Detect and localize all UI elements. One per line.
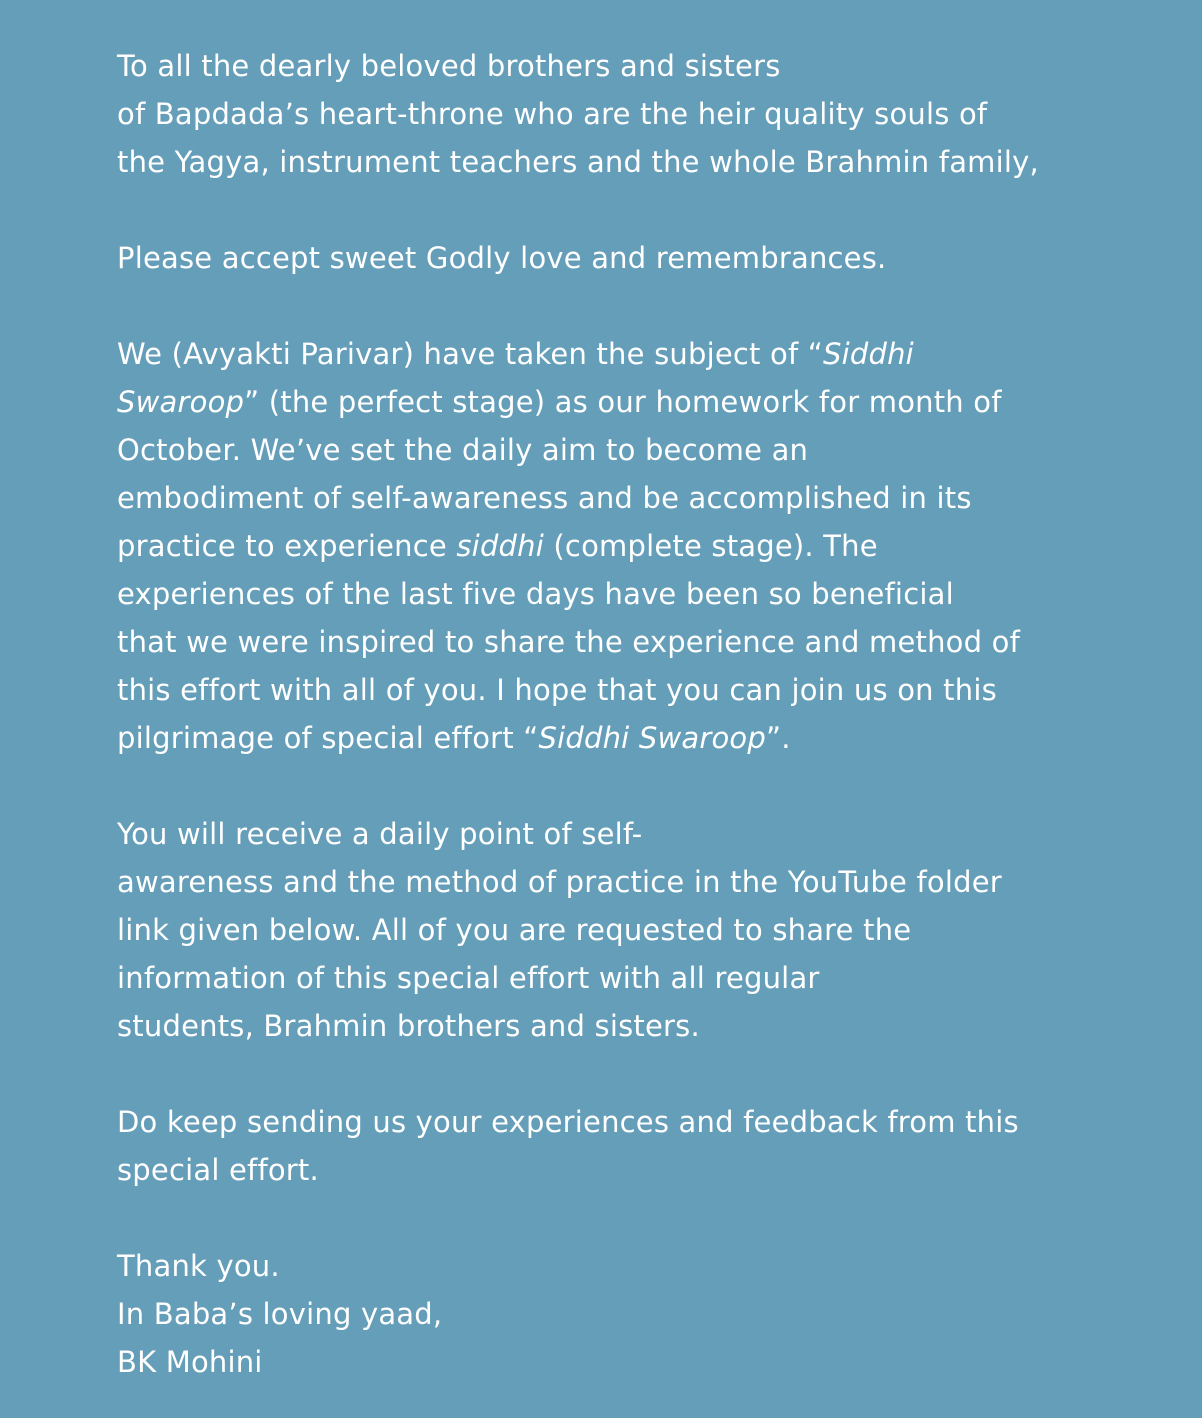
p2-line-2: awareness and the method of practice in the YouTube folder	[117, 865, 1002, 899]
p1-text: ” (the perfect stage) as our homework for month of	[244, 385, 1002, 419]
love-line: Please accept sweet Godly love and remembrances.	[117, 241, 887, 275]
p1-italic-swaroop: Swaroop	[117, 385, 245, 419]
closing-regards: In Baba’s loving yaad,	[117, 1297, 443, 1331]
p1-text: (complete stage). The	[544, 529, 878, 563]
p1-italic-siddhi: Siddhi	[823, 337, 914, 371]
closing-thanks: Thank you.	[117, 1249, 280, 1283]
p2-line-4: information of this special effort with all regular	[117, 961, 820, 995]
p1-line-2	[117, 378, 1117, 426]
p1-text: practice to experience	[117, 529, 457, 563]
p1-text: ”.	[765, 721, 791, 755]
paragraph-gap	[117, 1050, 1117, 1098]
greeting-line-3: the Yagya, instrument teachers and the whole Brahmin family,	[117, 145, 1039, 179]
p3-line-2: special effort.	[117, 1153, 319, 1187]
p1-line-6: experiences of the last five days have been so beneficial	[117, 577, 954, 611]
signature: BK Mohini	[117, 1345, 263, 1379]
paragraph-gap	[117, 282, 1117, 330]
p1-text: We (Avyakti Parivar) have taken the subject of “	[117, 337, 823, 371]
p1-text: pilgrimage of special effort “	[117, 721, 539, 755]
greeting-line-1: To all the dearly beloved brothers and sisters	[117, 49, 781, 83]
p1-line-7: that we were inspired to share the experience and method of	[117, 625, 1020, 659]
p1-italic-siddhi-lower: siddhi	[456, 529, 544, 563]
p1-line-1	[117, 330, 1117, 378]
greeting-line-2: of Bapdada’s heart-throne who are the heir quality souls of	[117, 97, 988, 131]
paragraph-gap	[117, 762, 1117, 810]
p1-line-4: embodiment of self-awareness and be accomplished in its	[117, 481, 972, 515]
p1-line-3: October. We’ve set the daily aim to become an	[117, 433, 809, 467]
p2-line-5: students, Brahmin brothers and sisters.	[117, 1009, 700, 1043]
p1-line-8: this effort with all of you. I hope that you can join us on this	[117, 673, 997, 707]
p3-line-1: Do keep sending us your experiences and feedback from this	[117, 1105, 1019, 1139]
paragraph-gap	[117, 1194, 1117, 1242]
letter-body	[117, 42, 1117, 1386]
p1-line-5	[117, 522, 1117, 570]
p2-line-3: link given below. All of you are requested to share the	[117, 913, 912, 947]
paragraph-gap	[117, 186, 1117, 234]
p2-line-1: You will receive a daily point of self-	[117, 817, 643, 851]
p1-line-9	[117, 714, 1117, 762]
p1-italic-siddhi-swaroop: Siddhi Swaroop	[538, 721, 766, 755]
